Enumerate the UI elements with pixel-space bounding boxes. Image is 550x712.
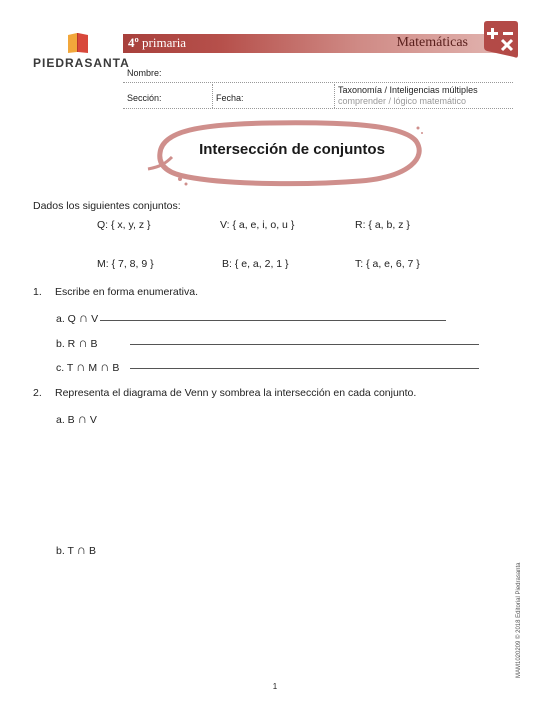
field-divider	[212, 84, 213, 108]
exercise-2-number: 2.	[33, 387, 42, 399]
exercise-1b-answer-line[interactable]	[130, 344, 479, 345]
exercise-1a-answer-line[interactable]	[100, 320, 446, 321]
exercise-1c-answer-line[interactable]	[130, 368, 479, 369]
set-q: Q: { x, y, z }	[97, 219, 151, 231]
exercise-1-number: 1.	[33, 286, 42, 298]
fields-bottom-line	[123, 108, 513, 109]
exercise-2a-label: a. B ∩ V	[56, 411, 97, 426]
nombre-line[interactable]	[123, 82, 513, 83]
book-logo-icon	[66, 32, 90, 54]
exercise-1-text: Escribe en forma enumerativa.	[55, 286, 198, 298]
field-divider	[334, 84, 335, 108]
set-v: V: { a, e, i, o, u }	[220, 219, 295, 231]
exercise-2b-label: b. T ∩ B	[56, 542, 96, 557]
taxonomia-block	[338, 85, 478, 107]
page-number: 1	[272, 682, 278, 691]
exercise-2b-drawing-area[interactable]	[55, 560, 475, 665]
set-m: M: { 7, 8, 9 }	[97, 258, 154, 270]
fecha-label: Fecha:	[216, 93, 244, 103]
subject-label: Matemáticas	[396, 35, 468, 50]
nombre-label: Nombre:	[127, 68, 162, 78]
exercise-2a-drawing-area[interactable]	[55, 428, 475, 533]
exercise-1b-label: b. R ∩ B	[56, 335, 98, 350]
grade-text: primaria	[138, 35, 187, 50]
grade-label	[128, 35, 186, 51]
taxonomia-label: Taxonomía / Inteligencias múltiples	[338, 85, 478, 95]
set-b: B: { e, a, 2, 1 }	[222, 258, 289, 270]
exercise-1a-label: a. Q ∩ V	[56, 310, 99, 325]
copyright-side-text: MAM1020209 © 2018 Editorial Piedrasanta	[516, 562, 522, 678]
brand-name: PIEDRASANTA	[33, 56, 130, 70]
intro-text: Dados los siguientes conjuntos:	[33, 200, 181, 212]
exercise-1c-label: c. T ∩ M ∩ B	[56, 359, 120, 374]
grade-number: 4º	[128, 35, 139, 50]
page-title: Intersección de conjuntos	[199, 141, 385, 158]
set-t: T: { a, e, 6, 7 }	[355, 258, 420, 270]
exercise-2-text: Representa el diagrama de Venn y sombrea la intersección en cada conjunto.	[55, 387, 417, 399]
taxonomia-sub: comprender / lógico matemático	[338, 96, 467, 106]
math-operations-icon	[482, 20, 520, 60]
seccion-label: Sección:	[127, 93, 162, 103]
set-r: R: { a, b, z }	[355, 219, 410, 231]
